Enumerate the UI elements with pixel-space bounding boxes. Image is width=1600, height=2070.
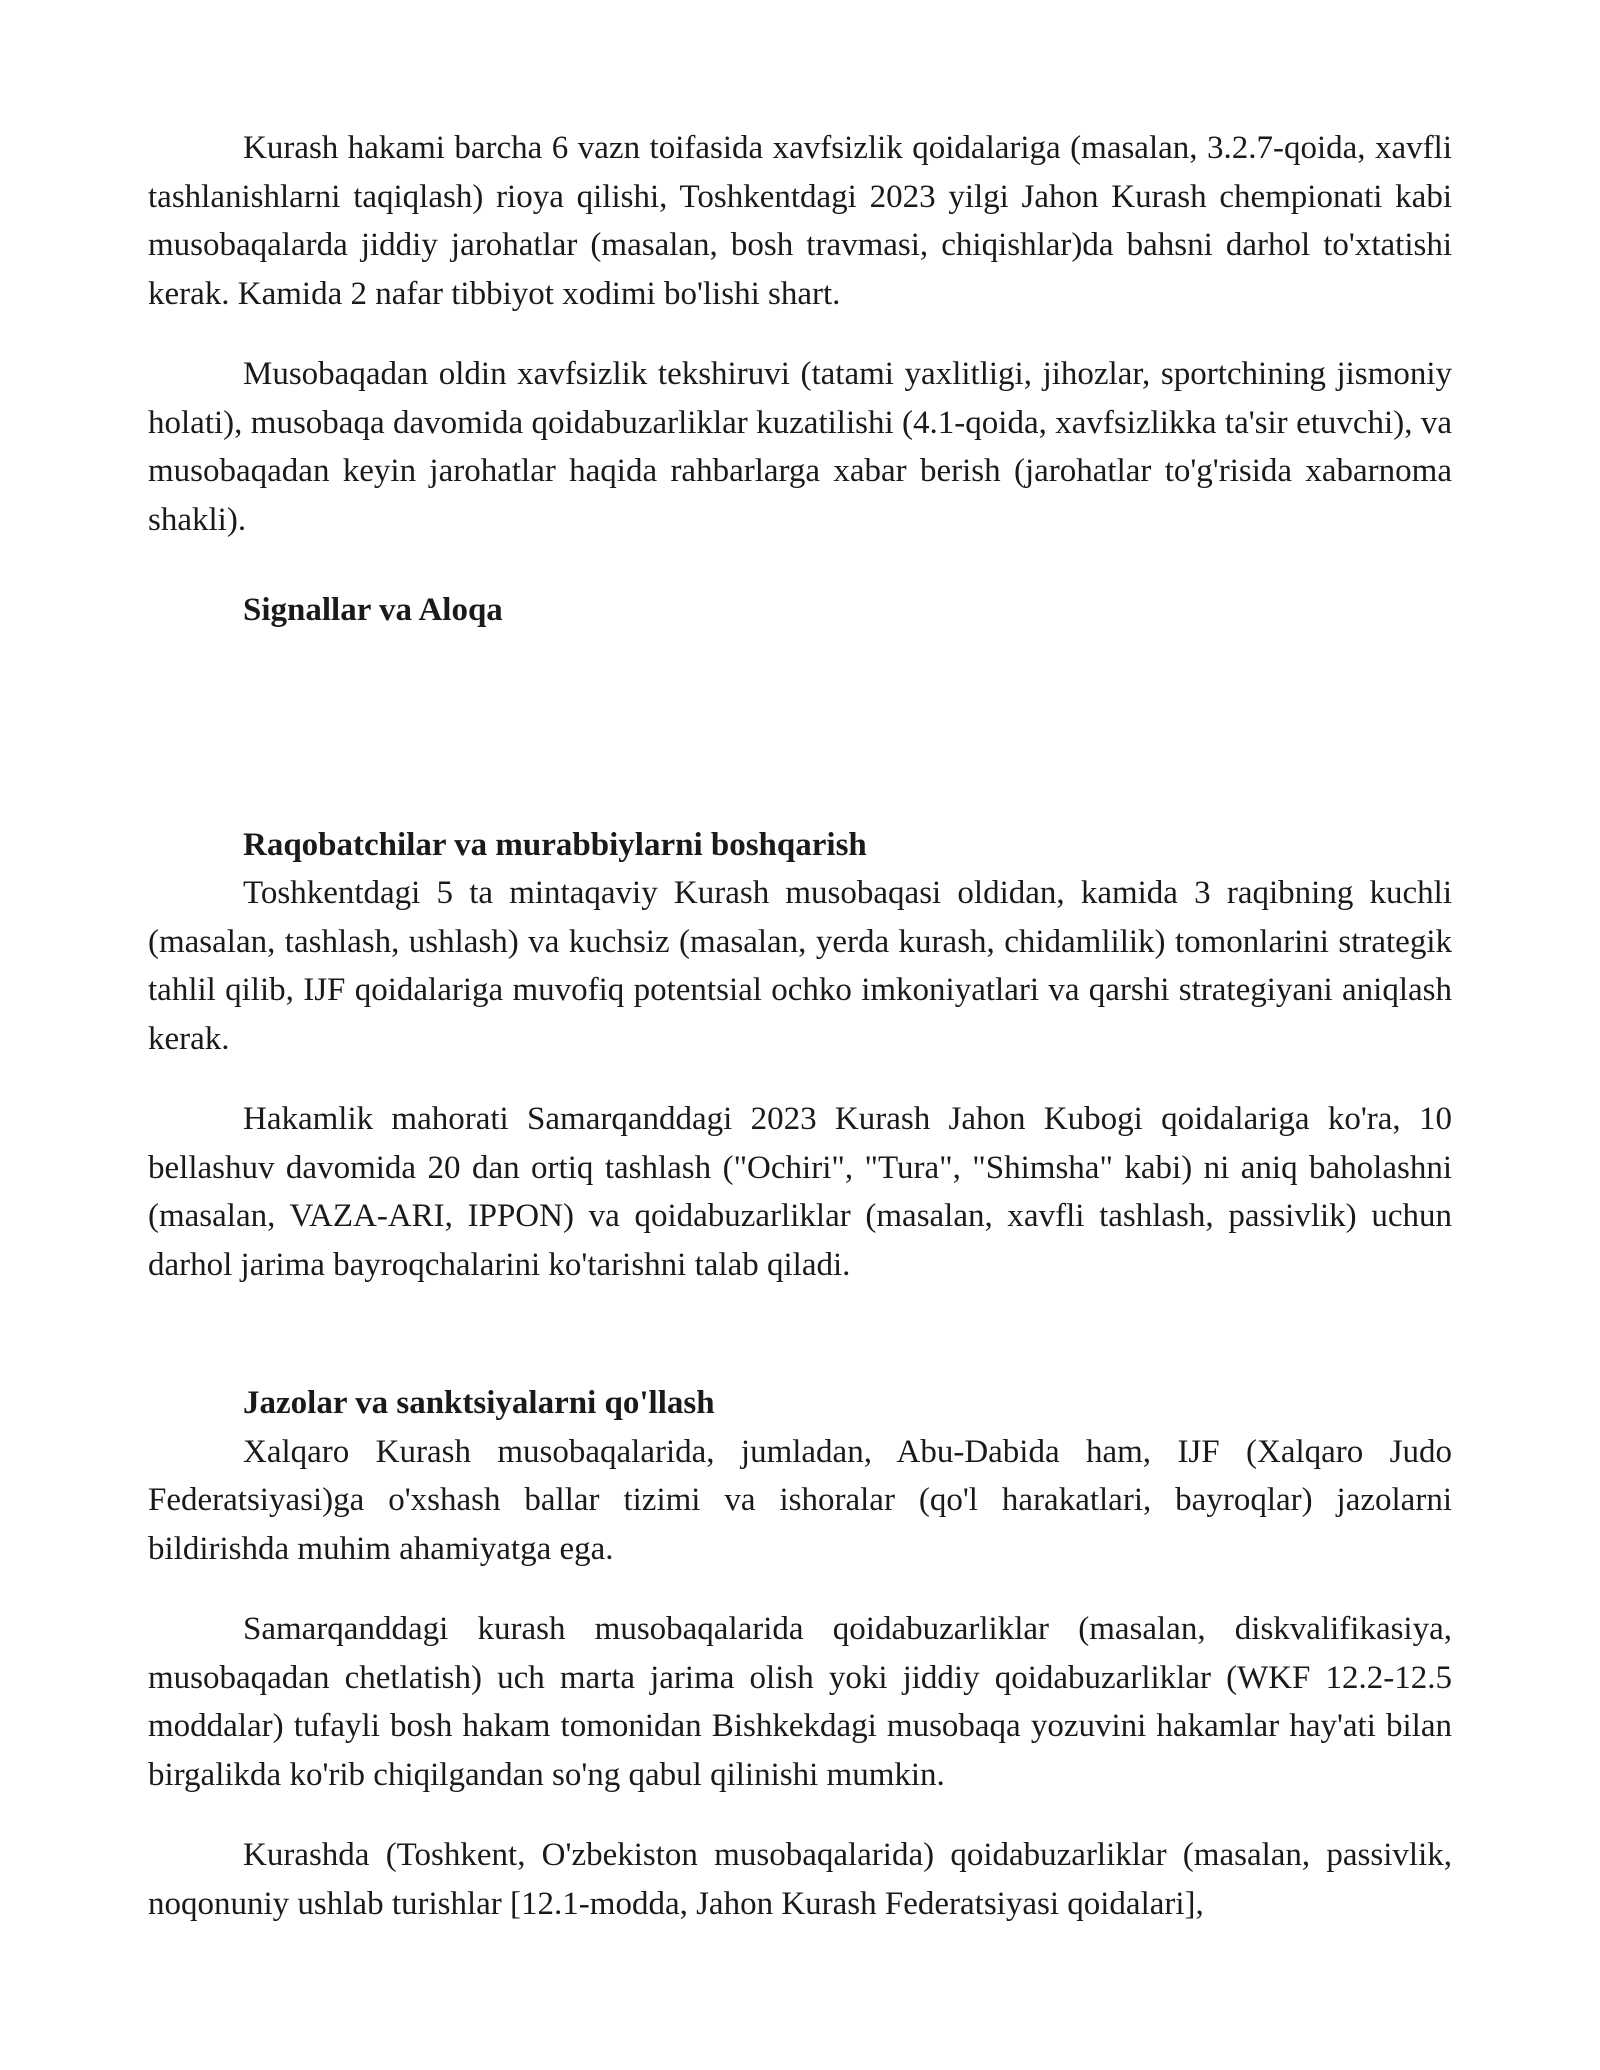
heading-signals: Signallar va Aloqa (243, 592, 503, 628)
paragraph-competitor-analysis: Toshkentdagi 5 ta mintaqaviy Kurash musobaqasi oldidan, kamida 3 raqibning kuchli (masalan, tashlash, ushlash) va kuchsiz (masalan, yerda kurash, chidamlilik) tomonlarini strategik tahlil qilib, IJF qoidalariga muvofiq potentsial ochko imkoniyatlari va qarshi strategiyani aniqlash kerak. (148, 875, 1452, 1057)
paragraph-refereeing-skill: Hakamlik mahorati Samarqanddagi 2023 Kurash Jahon Kubogi qoidalariga ko'ra, 10 bellashuv davomida 20 dan ortiq tashlash ("Ochiri", "Tura", "Shimsha" kabi) ni aniq baholashni (masalan, VAZA-ARI, IPPON) va qoidabuzarliklar (masalan, xavfli tashlash, passivlik) uchun darhol jarima bayroqchalarini ko'tarishni talab qiladi. (148, 1101, 1452, 1283)
paragraph-scoring-system: Xalqaro Kurash musobaqalarida, jumladan, Abu-Dabida ham, IJF (Xalqaro Judo Federatsiyasi)ga o'xshash ballar tizimi va ishoralar (qo'l harakatlari, bayroqlar) jazolarni bildirishda muhim ahamiyatga ega. (148, 1433, 1452, 1567)
paragraph-disqualification: Samarqanddagi kurash musobaqalarida qoidabuzarliklar (masalan, diskvalifikasiya, musobaqadan chetlatish) uch marta jarima olish yoki jiddiy qoidabuzarliklar (WKF 12.2-12.5 moddalar) tufayli bosh hakam tomonidan Bishkekdagi musobaqa yozuvini hakamlar hay'ati bilan birgalikda ko'rib chiqilgandan so'ng qabul qilinishi mumkin. (148, 1611, 1452, 1793)
paragraph-violations: Kurashda (Toshkent, O'zbekiston musobaqalarida) qoidabuzarliklar (masalan, passivlik, noqonuniy ushlab turishlar [12.1-modda, Jahon Kurash Federatsiyasi qoidalari], (148, 1837, 1452, 1922)
heading-competitors: Raqobatchilar va murabbiylarni boshqarish (243, 826, 867, 863)
heading-penalties: Jazolar va sanktsiyalarni qo'llash (243, 1385, 715, 1421)
paragraph-safety-rules: Kurash hakami barcha 6 vazn toifasida xavfsizlik qoidalariga (masalan, 3.2.7-qoida, xavfli tashlanishlarni taqiqlash) rioya qilishi, Toshkentdagi 2023 yilgi Jahon Kurash chempionati kabi musobaqalarda jiddiy jarohatlar (masalan, bosh travmasi, chiqishlar)da bahsni darhol to'xtatishi kerak. Kamida 2 nafar tibbiyot xodimi bo'lishi shart. (148, 130, 1452, 312)
paragraph-safety-check: Musobaqadan oldin xavfsizlik tekshiruvi (tatami yaxlitligi, jihozlar, sportchining jismoniy holati), musobaqa davomida qoidabuzarliklar kuzatilishi (4.1-qoida, xavfsizlikka ta'sir etuvchi), va musobaqadan keyin jarohatlar haqida rahbarlarga xabar berish (jarohatlar to'g'risida xabarnoma shakli). (148, 356, 1452, 538)
